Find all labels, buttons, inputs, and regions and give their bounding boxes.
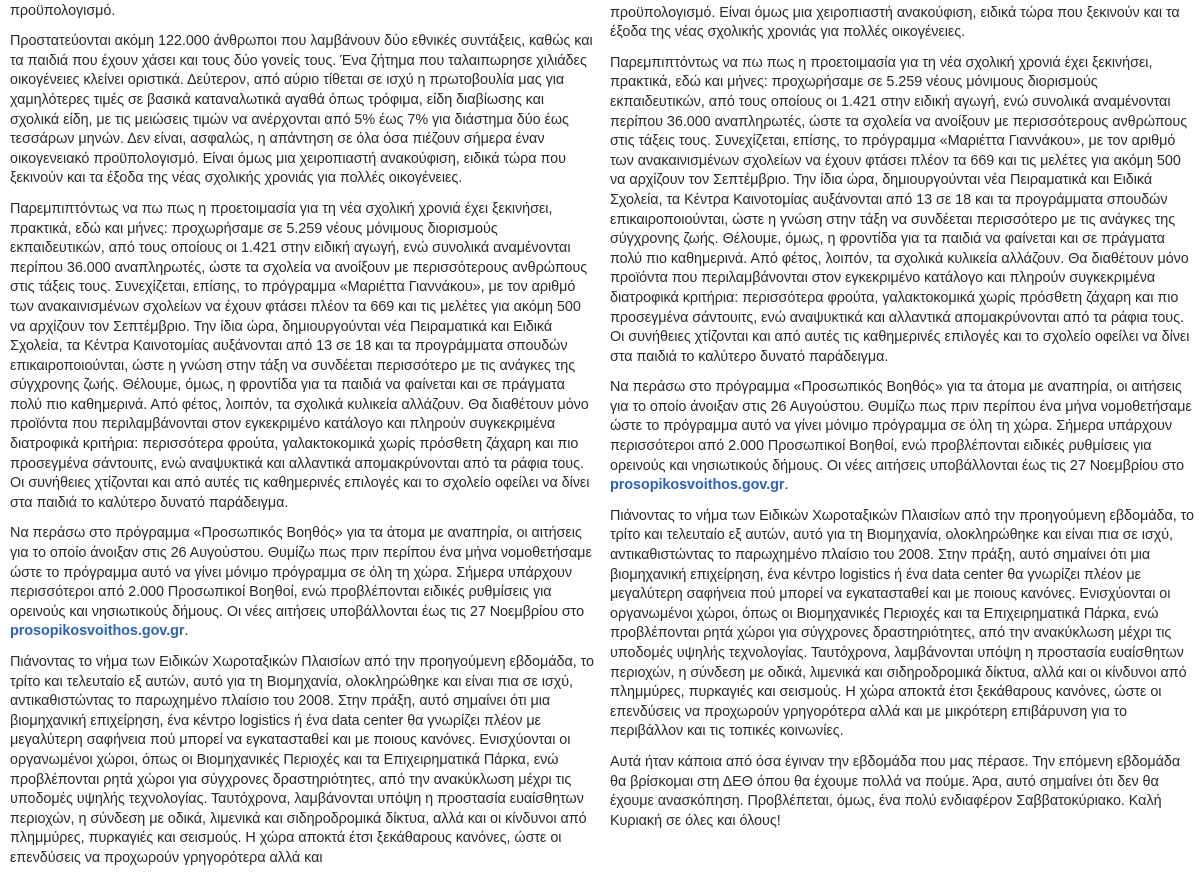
paragraph-end: . xyxy=(184,623,189,640)
paragraph: Πιάνοντας το νήμα των Ειδικών Χωροταξικών Πλαισίων από την προηγούμενη εβδομάδα, το τρίτο και τελευταίο εξ αυτών, αυτό για τη Βιομηχανία, ολοκληρώθηκε και είναι πια σε ισχύ, αντικαθιστώντας το παρωχημένο πλαίσιο του 2008. Στην πράξη, αυτό σημαίνει ότι μια βιομηχανική επιχείρηση, ένα κέντρο logistics ή ένα data center θα γνωρίζει πλέον με μεγαλύτερη σαφήνεια πού μπορεί να εγκατασταθεί και με ποιους κανόνες. Ενισχύονται οι οργανωμένοι χώροι, όπως οι Βιομηχανικές Περιοχές και τα Επιχειρηματικά Πάρκα, ενώ προβλέπονται ρητά χώροι για σύγχρονες δραστηριότητες, από την ανακύκλωση μέχρι τις υποδομές υψηλής τεχνολογίας. Ταυτόχρονα, λαμβάνονται υπόψη η προστασία ευαίσθητων περιοχών, η σύνδεση με οδικά, λιμενικά και σιδηροδρομικά δίκτυα, αλλά και οι κίνδυνοι από πλημμύρες, πυρκαγιές και σεισμούς. Η χώρα αποκτά έτσι ξεκάθαρους κανόνες, ώστε οι επενδύσεις να προχωρούν γρηγορότερα αλλά και xyxy=(10,654,594,866)
paragraph: προϋπολογισμό. xyxy=(10,2,116,19)
paragraph xyxy=(10,524,596,642)
paragraph: προϋπολογισμό. Είναι όμως μια χειροπιαστή ανακούφιση, ειδικά τώρα που ξεκινούν και τα έξοδα της νέας σχολικής χρονιάς για πολλές οικογένειες. xyxy=(610,4,1180,41)
paragraph-end: . xyxy=(784,477,789,494)
paragraph: Παρεμπιπτόντως να πω πως η προετοιμασία για τη νέα σχολική χρονιά έχει ξεκινήσει, πρακτικά, εδώ και μήνες: προχωρήσαμε σε 5.259 νέους μόνιμους διορισμούς εκπαιδευτικών, από τους οποίους οι 1.421 στην ειδική αγωγή, ενώ συνολικά αναμένονται περίπου 36.000 αναπληρωτές, ώστε τα σχολεία να ανοίξουν με περισσότερους ανθρώπους στις τάξεις τους. Συνεχίζεται, επίσης, το πρόγραμμα «Μαριέττα Γιαννάκου», με τον αριθμό των ανακαινισμένων σχολείων να έχουν φτάσει πλέον τα 669 και τις μελέτες για ακόμη 500 να αρχίζουν τον Σεπτέμβριο. Την ίδια ώρα, δημιουργούνται νέα Πειραματικά και Ειδικά Σχολεία, τα Κέντρα Καινοτομίας αυξάνονται από 13 σε 18 και τα προγράμματα σπουδών επικαιροποιούνται, ώστε η γνώση στην τάξη να συνδέεται περισσότερο με τις ανάγκες της σύγχρονης ζωής. Θέλουμε, όμως, η φροντίδα για τα παιδιά να φαίνεται και σε πράγματα πολύ πιο καθημερινά. Από φέτος, λοιπόν, τα σχολικά κυλικεία αλλάζουν. Θα διαθέτουν μόνο προϊόντα που περιλαμβάνονται στον εγκεκριμένο κατάλογο και πληρούν συγκεκριμένα διατροφικά κριτήρια: περισσότερα φρούτα, γαλακτοκομικά χωρίς πρόσθετη ζάχαρη και πιο προσεγμένα σάντουιτς, ενώ αναψυκτικά και αλλαντικά απομακρύνονται από τα ράφια τους. Οι συνήθειες χτίζονται και από αυτές τις καθημερινές επιλογές και το σχολείο οφείλει να δίνει στα παιδιά το καλύτερο δυνατό παράδειγμα. xyxy=(610,54,1190,365)
prosopikosvoithos-link[interactable]: prosopikosvoithos.gov.gr xyxy=(10,623,185,640)
paragraph: Αυτά ήταν κάποια από όσα έγιναν την εβδομάδα που μας πέρασε. Την επόμενη εβδομάδα θα βρίσκομαι στη ΔΕΘ όπου θα έχουμε πολλά να πούμε. Άρα, αυτό σημαίνει ότι δεν θα έχουμε ανασκόπηση. Προβλέπεται, όμως, ένα πολύ ενδιαφέρον Σαββατοκύριακο. Καλή Κυριακή σε όλες και όλους! xyxy=(610,753,1181,829)
paragraph xyxy=(610,378,1196,496)
paragraph: Πιάνοντας το νήμα των Ειδικών Χωροταξικών Πλαισίων από την προηγούμενη εβδομάδα, το τρίτο και τελευταίο εξ αυτών, αυτό για τη Βιομηχανία, ολοκληρώθηκε και είναι πια σε ισχύ, αντικαθιστώντας το παρωχημένο πλαίσιο του 2008. Στην πράξη, αυτό σημαίνει ότι μια βιομηχανική επιχείρηση, ένα κέντρο logistics ή ένα data center θα γνωρίζει πλέον με μεγαλύτερη σαφήνεια πού μπορεί να εγκατασταθεί και με ποιους κανόνες. Ενισχύονται οι οργανωμένοι χώροι, όπως οι Βιομηχανικές Περιοχές και τα Επιχειρηματικά Πάρκα, ενώ προβλέπονται ρητά χώροι για σύγχρονες δραστηριότητες, από την ανακύκλωση μέχρι τις υποδομές υψηλής τεχνολογίας. Ταυτόχρονα, λαμβάνονται υπόψη η προστασία ευαίσθητων περιοχών, η σύνδεση με οδικά, λιμενικά και σιδηροδρομικά δίκτυα, αλλά και οι κίνδυνοι από πλημμύρες, πυρκαγιές και σεισμούς. Η χώρα αποκτά έτσι ξεκάθαρους κανόνες, ώστε οι επενδύσεις να προχωρούν γρηγορότερα αλλά και με μικρότερη επιβάρυνση για το περιβάλλον και τις τοπικές κοινωνίες. xyxy=(610,507,1194,740)
paragraph: Παρεμπιπτόντως να πω πως η προετοιμασία για τη νέα σχολική χρονιά έχει ξεκινήσει, πρακτικά, εδώ και μήνες: προχωρήσαμε σε 5.259 νέους μόνιμους διορισμούς εκπαιδευτικών, από τους οποίους οι 1.421 στην ειδική αγωγή, ενώ συνολικά αναμένονται περίπου 36.000 αναπληρωτές, ώστε τα σχολεία να ανοίξουν με περισσότερους ανθρώπους στις τάξεις τους. Συνεχίζεται, επίσης, το πρόγραμμα «Μαριέττα Γιαννάκου», με τον αριθμό των ανακαινισμένων σχολείων να έχουν φτάσει πλέον τα 669 και τις μελέτες για ακόμη 500 να αρχίζουν τον Σεπτέμβριο. Την ίδια ώρα, δημιουργούνται νέα Πειραματικά και Ειδικά Σχολεία, τα Κέντρα Καινοτομίας αυξάνονται από 13 σε 18 και τα προγράμματα σπουδών επικαιροποιούνται, ώστε η γνώση στην τάξη να συνδέεται περισσότερο με τις ανάγκες της σύγχρονης ζωής. Θέλουμε, όμως, η φροντίδα για τα παιδιά να φαίνεται και σε πράγματα πολύ πιο καθημερινά. Από φέτος, λοιπόν, τα σχολικά κυλικεία αλλάζουν. Θα διαθέτουν μόνο προϊόντα που περιλαμβάνονται στον εγκεκριμένο κατάλογο και πληρούν συγκεκριμένα διατροφικά κριτήρια: περισσότερα φρούτα, γαλακτοκομικά χωρίς πρόσθετη ζάχαρη και πιο προσεγμένα σάντουιτς, ενώ αναψυκτικά και αλλαντικά απομακρύνονται από τα ράφια τους. Οι συνήθειες χτίζονται και από αυτές τις καθημερινές επιλογές και το σχολείο οφείλει να δίνει στα παιδιά το καλύτερο δυνατό παράδειγμα. xyxy=(10,200,590,511)
prosopikosvoithos-link[interactable]: prosopikosvoithos.gov.gr xyxy=(610,477,785,494)
article-body-right xyxy=(610,0,1196,842)
paragraph-text: Να περάσω στο πρόγραμμα «Προσωπικός Βοηθός» για τα άτομα με αναπηρία, οι αιτήσεις για το οποίο άνοιξαν στις 26 Αυγούστου. Θυμίζω πως πριν περίπου ένα μήνα νομοθετήσαμε ώστε το πρόγραμμα αυτό να γίνει μόνιμο πρόγραμμα σε όλη τη χώρα. Σήμερα υπάρχουν περισσότεροι από 2.000 Προσωπικοί Βοηθοί, ενώ προβλέπονται ειδικές ρυθμίσεις για ορεινούς και νησιωτικούς δήμους. Οι νέες αιτήσεις υποβάλλονται έως τις 27 Νοεμβρίου στο xyxy=(610,379,1192,474)
article-column-left xyxy=(0,0,598,866)
paragraph: Προστατεύονται ακόμη 122.000 άνθρωποι που λαμβάνουν δύο εθνικές συντάξεις, καθώς και τα παιδιά που έχουν χάσει και τους δύο γονείς τους. Ένα ζήτημα που ταλαιπωρησε χιλιάδες οικογένειες κλείνει οριστικά. Δεύτερον, από αύριο τίθεται σε ισχύ η πρωτοβουλία μας για χαμηλότερες τιμές σε βασικά καταναλωτικά αγαθά όπως τρόφιμα, είδη διαβίωσης και σχολικά είδη, με τις μειώσεις τιμών να ανέρχονται από 5% έως 7% για διάστημα δύο έως τεσσάρων μηνών. Δεν είναι, ασφαλώς, η απάντηση σε όλα όσα πιέζουν σήμερα έναν οικογενειακό προϋπολογισμό. Είναι όμως μια χειροπιαστή ανακούφιση, ειδικά τώρα που ξεκινούν και τα έξοδα της νέας σχολικής χρονιάς για πολλές οικογένειες. xyxy=(10,33,593,187)
article-body-left xyxy=(10,0,596,880)
paragraph-text: Να περάσω στο πρόγραμμα «Προσωπικός Βοηθός» για τα άτομα με αναπηρία, οι αιτήσεις για το οποίο άνοιξαν στις 26 Αυγούστου. Θυμίζω πως πριν περίπου ένα μήνα νομοθετήσαμε ώστε το πρόγραμμα αυτό να γίνει μόνιμο πρόγραμμα σε όλη τη χώρα. Σήμερα υπάρχουν περισσότεροι από 2.000 Προσωπικοί Βοηθοί, ενώ προβλέπονται ειδικές ρυθμίσεις για ορεινούς και νησιωτικούς δήμους. Οι νέες αιτήσεις υποβάλλονται έως τις 27 Νοεμβρίου στο xyxy=(10,525,592,620)
article-column-right xyxy=(600,0,1200,829)
